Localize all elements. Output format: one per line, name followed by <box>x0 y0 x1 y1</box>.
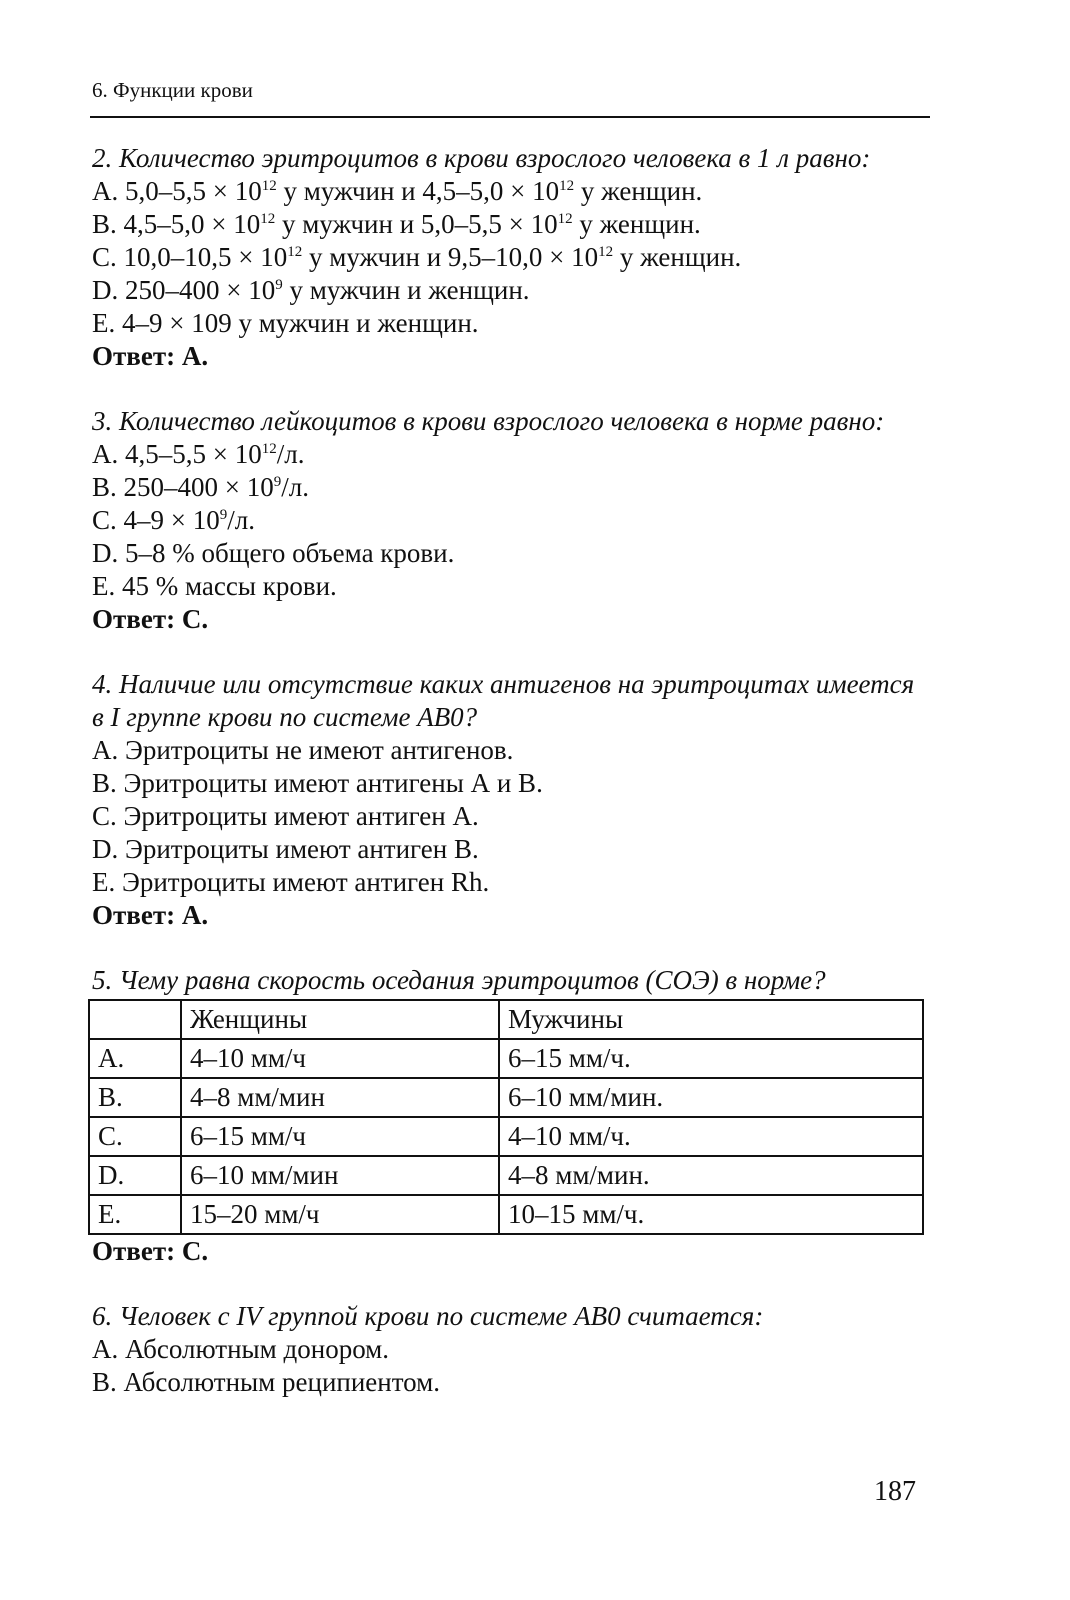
table-cell: 6–10 мм/мин <box>181 1156 499 1195</box>
option-c: C. $4-9 \times 10^9/л$. <box>92 505 255 535</box>
table-cell: 4–8 мм/мин. <box>499 1156 923 1195</box>
option-c: C. $10,0-10,5 \times 10^{12}$ у мужчин и $9,5-10,0 \times 10^{12}$ у женщин. <box>92 242 742 272</box>
option-d: D. $250-400 \times 10^9$ у мужчин и женщин. <box>92 275 530 305</box>
question-title: 3. Количество лейкоцитов в крови взрослого человека в норме равно: <box>92 406 885 436</box>
option-c: C. Эритроциты имеют антиген А. <box>92 801 479 831</box>
table-cell: 4–8 мм/мин <box>181 1078 499 1117</box>
option-e: E. 45 % массы крови. <box>92 571 337 601</box>
option-b: B. $4,5-5,0 \times 10^{12}$ у мужчин и $5,0-5,5 \times 10^{12}$ у женщин. <box>92 209 701 239</box>
option-a: A. $4,5-5,5 \times 10^{12}/л$. <box>92 439 305 469</box>
table-row <box>89 1195 923 1234</box>
table-cell: E. <box>89 1195 181 1234</box>
option-e: E. Эритроциты имеют антиген Rh. <box>92 867 490 897</box>
table-cell: 10–15 мм/ч. <box>499 1195 923 1234</box>
table-cell: B. <box>89 1078 181 1117</box>
answer: Ответ: А. <box>92 341 209 371</box>
question-title: 4. Наличие или отсутствие каких антигенов на эритроцитах имеется в I группе крови по системе АВ0? <box>92 669 915 732</box>
table-header-cell: Женщины <box>181 1000 499 1039</box>
table-row <box>89 1078 923 1117</box>
questions-content <box>92 142 932 1431</box>
answer: Ответ: С. <box>92 604 209 634</box>
page-number: 187 <box>874 1476 916 1507</box>
option-d: D. 5–8 % общего объема крови. <box>92 538 455 568</box>
question-4 <box>92 668 932 932</box>
table-cell: A. <box>89 1039 181 1078</box>
option-a: A. Абсолютным донором. <box>92 1334 390 1364</box>
table-cell: 15–20 мм/ч <box>181 1195 499 1234</box>
question-6 <box>92 1300 932 1399</box>
table-cell: 4–10 мм/ч <box>181 1039 499 1078</box>
question-5 <box>92 964 932 1268</box>
table-row <box>89 1039 923 1078</box>
table-header-cell: Мужчины <box>499 1000 923 1039</box>
esr-table <box>88 999 924 1235</box>
header-rule <box>90 116 930 118</box>
table-row <box>89 1156 923 1195</box>
question-title: 5. Чему равна скорость оседания эритроцитов (СОЭ) в норме? <box>92 965 826 995</box>
table-cell: 6–10 мм/мин. <box>499 1078 923 1117</box>
table-cell: 4–10 мм/ч. <box>499 1117 923 1156</box>
table-cell: 6–15 мм/ч <box>181 1117 499 1156</box>
question-2 <box>92 142 932 373</box>
question-3 <box>92 405 932 636</box>
option-a: A. $5,0-5,5 \times 10^{12}$ у мужчин и $4,5-5,0 \times 10^{12}$ у женщин. <box>92 176 703 206</box>
option-b: B. Эритроциты имеют антигены А и В. <box>92 768 543 798</box>
answer: Ответ: А. <box>92 900 209 930</box>
option-b: B. Абсолютным реципиентом. <box>92 1367 440 1397</box>
question-title: 6. Человек с IV группой крови по системе АВ0 считается: <box>92 1301 764 1331</box>
option-a: A. Эритроциты не имеют антигенов. <box>92 735 514 765</box>
option-d: D. Эритроциты имеют антиген В. <box>92 834 479 864</box>
table-cell: D. <box>89 1156 181 1195</box>
table-header-cell <box>89 1000 181 1039</box>
table-cell: 6–15 мм/ч. <box>499 1039 923 1078</box>
option-e: E. 4–9 × 109 у мужчин и женщин. <box>92 308 479 338</box>
answer: Ответ: С. <box>92 1236 209 1266</box>
table-header-row <box>89 1000 923 1039</box>
option-b: B. $250-400 \times 10^9/л$. <box>92 472 309 502</box>
table-row <box>89 1117 923 1156</box>
table-cell: C. <box>89 1117 181 1156</box>
running-head: 6. Функции крови <box>92 78 253 102</box>
question-title: 2. Количество эритроцитов в крови взрослого человека в 1 л равно: <box>92 143 871 173</box>
